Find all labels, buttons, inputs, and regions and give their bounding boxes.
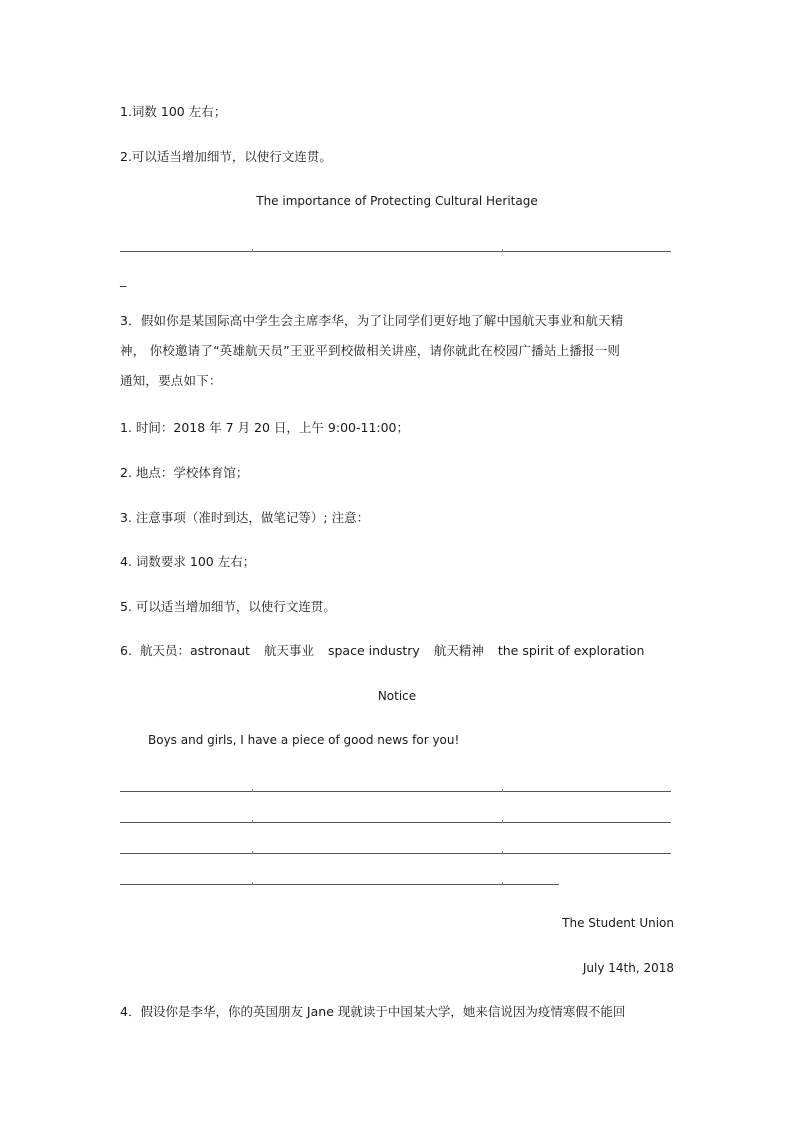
point-notes: 3. 注意事项（准时到达，做笔记等）; 注意：: [120, 510, 370, 525]
line-divider: [502, 882, 503, 885]
vocab-cn: 航天员：: [139, 643, 190, 658]
notice-signature: The Student Union: [562, 916, 674, 930]
prompt-line: 3．假如你是某国际高中学生会主席李华，为了让同学们更好地了解中国航天事业和航天精: [120, 313, 624, 328]
line-divider: [252, 851, 253, 854]
prompt-line: 神， 你校邀请了“英雄航天员”王亚平到校做相关讲座，请你就此在校园广播站上播报一则: [120, 343, 621, 358]
essay-title: The importance of Protecting Cultural Heritage: [256, 194, 538, 208]
prompt-line: 通知，要点如下：: [120, 373, 222, 388]
point-word-count: 4. 词数要求 100 左右；: [120, 554, 256, 569]
question-3-prompt: [120, 306, 676, 396]
vocab-en: the spirit of exploration: [497, 643, 645, 658]
writing-line: [120, 791, 671, 792]
requirement-1: 1.词数 100 左右；: [120, 104, 227, 119]
line-divider: [252, 789, 253, 792]
requirement-2: 2.可以适当增加细节，以使行文连贯。: [120, 149, 332, 164]
notice-date: July 14th, 2018: [582, 961, 674, 975]
vocab-cn: 航天事业: [263, 643, 314, 658]
vocab-number: 6.: [120, 643, 132, 658]
line-divider: [252, 249, 253, 252]
line-divider: [502, 789, 503, 792]
point-location: 2. 地点：学校体育馆；: [120, 465, 249, 480]
notice-title: Notice: [377, 689, 417, 703]
line-divider: [502, 820, 503, 823]
vocab-en: space industry: [327, 643, 420, 658]
writing-line: [120, 822, 671, 823]
vocab-en: astronaut: [189, 643, 250, 658]
point-details: 5. 可以适当增加细节，以使行文连贯。: [120, 599, 336, 614]
vocabulary-hint: [120, 643, 644, 659]
line-divider: [502, 249, 503, 252]
line-divider: [502, 851, 503, 854]
vocab-cn: 航天精神: [433, 643, 484, 658]
point-time: 1. 时间：2018 年 7 月 20 日，上午 9:00-11:00；: [120, 420, 410, 435]
line-divider: [252, 820, 253, 823]
writing-line: [120, 251, 671, 252]
line-divider: [252, 882, 253, 885]
question-4-prompt: 4．假设你是李华，你的英国朋友 Jane 现就读于中国某大学，她来信说因为疫情寒假不能回: [120, 1004, 626, 1019]
writing-line: [120, 884, 559, 885]
line-continuation-mark: _: [120, 272, 127, 287]
notice-opening: Boys and girls, I have a piece of good news for you!: [148, 733, 460, 747]
writing-line: [120, 853, 671, 854]
